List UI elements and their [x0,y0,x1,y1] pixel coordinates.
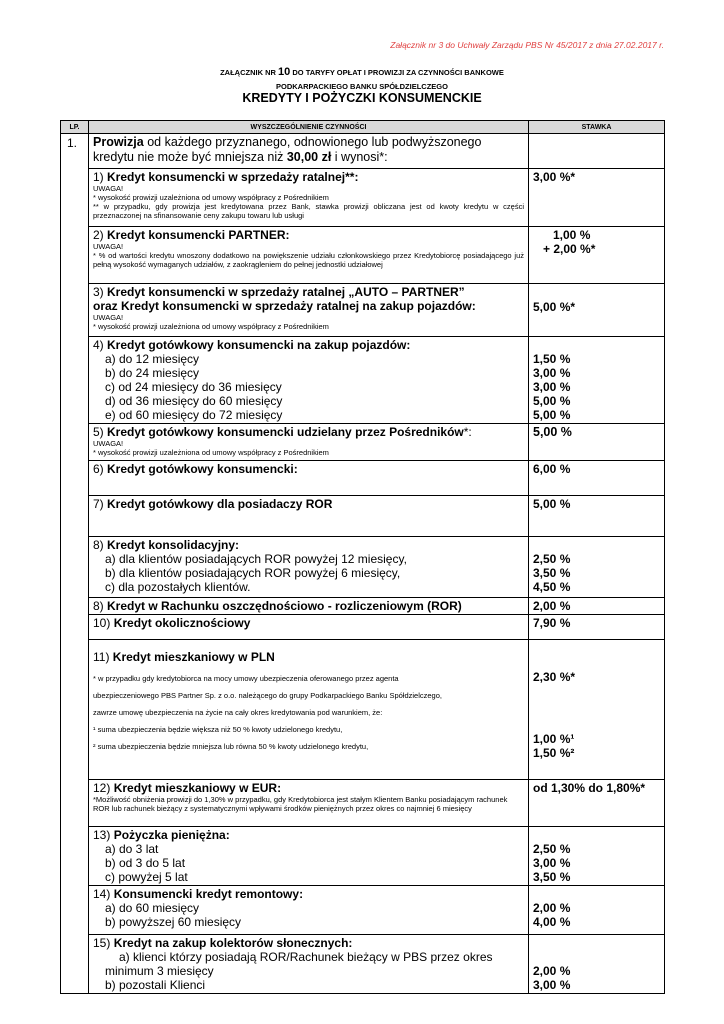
item-15 [89,935,529,994]
item-num: 5) [93,425,108,439]
item-15-rates [529,935,665,994]
item-num: 14) [93,887,114,901]
item-6 [89,461,529,496]
table-row [61,496,665,537]
page-title: KREDYTY I POŻYCZKI KONSUMENCKIE [242,91,482,105]
item-13-rates [529,827,665,886]
header-suffix: DO TARYFY OPŁAT I PROWIZJI ZA CZYNNOŚCI BANKOWE [292,68,504,77]
intro-end: i wynosi*: [331,150,388,164]
item-6-rate: 6,00 % [529,461,665,496]
item-5-rate: 5,00 % [529,424,665,461]
item-5 [89,424,529,461]
item-note: * % od wartości kredytu wnoszony dodatkowo na powiększenie udziału członkowskiego przez Kredytobiorcę posiadającego już pełną wysokość wymaganych udziałów, z zaokrągleniem do pełnej jednostki udziałowej [93,251,524,269]
item-1 [89,169,529,227]
col-header-rate: STAWKA [529,121,665,134]
item-num: 6) [93,462,108,476]
item-12 [89,780,529,827]
item-title: Kredyt konsumencki w sprzedaży ratalnej „AUTO – PARTNER” [107,285,465,299]
rate-line: + 2,00 %* [543,242,596,256]
item-11 [89,640,529,780]
item-8-ror [89,598,529,615]
col-header-desc: WYSZCZEGÓLNIENIE CZYNNOŚCI [89,121,529,134]
table-row [61,424,665,461]
item-num: 10) [93,616,114,630]
rate-line: 2,30 %* [533,670,576,684]
table-row [61,461,665,496]
item-note: UWAGA! [93,439,124,448]
list-item: a) dla klientów posiadających ROR powyżej 12 miesięcy, [105,552,407,566]
rate-line: 3,00 % [533,856,571,870]
list-item: a) klienci którzy posiadają ROR/Rachunek bieżący w PBS przez okres [119,950,493,964]
item-title: Kredyt okolicznościowy [113,616,251,630]
header-line-1 [0,66,724,78]
item-title: Kredyt gotówkowy dla posiadaczy ROR [107,497,333,511]
item-14 [89,886,529,935]
table-row [61,537,665,598]
item-11-rates [529,640,665,780]
item-13 [89,827,529,886]
item-title: Kredyt mieszkaniowy w PLN [112,650,275,664]
item-note: UWAGA! [93,313,124,322]
rate-line: 3,00 % [533,978,571,992]
item-8-rates [529,537,665,598]
rate-line: 3,00 % [533,366,571,380]
rate-line: 2,00 % [533,964,571,978]
rate-line: 3,50 % [533,870,571,884]
item-8 [89,537,529,598]
rate-line: 3,00 % [533,380,571,394]
rate-line: 2,50 % [533,842,571,856]
header-line-2: PODKARPACKIEGO BANKU SPÓŁDZIELCZEGO [276,82,448,91]
list-item: b) pozostali Klienci [105,978,206,992]
item-num: 3) [93,285,108,299]
item-title: Kredyt w Rachunku oszczędnościowo - rozliczeniowym (ROR) [107,599,462,613]
item-1-rate: 3,00 %* [529,169,665,227]
intro-min: 30,00 zł [286,150,332,164]
rate-line: 4,50 % [533,580,571,594]
item-title: Kredyt gotówkowy konsumencki na zakup pojazdów: [107,338,411,352]
item-note: UWAGA! [93,242,124,251]
list-item: b) powyższej 60 miesięcy [105,915,242,929]
intro-bold: Prowizja [93,135,144,149]
item-note: * wysokość prowizji uzależniona od umowy współpracy z Pośrednikiem [93,322,329,331]
rate-line: 5,00 % [533,394,571,408]
list-item: minimum 3 miesięcy [105,964,214,978]
item-7 [89,496,529,537]
item-note: UWAGA! [93,184,124,193]
item-2-rate [529,227,665,284]
item-7-rate: 5,00 % [529,496,665,537]
rate-line: 4,00 % [533,915,571,929]
item-title: Konsumencki kredyt remontowy: [113,887,304,901]
list-item: b) dla klientów posiadających ROR powyżej 6 miesięcy, [105,566,401,580]
attachment-annotation: Załącznik nr 3 do Uchwały Zarządu PBS Nr 45/2017 z dnia 27.02.2017 r. [390,40,664,50]
row-lp: 1. [61,134,89,994]
item-note: ubezpieczeniowego PBS Partner Sp. z o.o. należącego do grupy Podkarpackiego Banku Spółdzielczego, [93,691,442,700]
list-item: c) od 24 miesięcy do 36 miesięcy [105,380,282,394]
item-12-rate: od 1,30% do 1,80%* [529,780,665,827]
table-row [61,337,665,424]
item-num: 15) [93,936,114,950]
item-num: 1) [93,170,108,184]
item-title: Pożyczka pieniężna: [113,828,230,842]
list-item: e) od 60 miesięcy do 72 miesięcy [105,408,283,422]
table-row [61,935,665,994]
item-num: 4) [93,338,108,352]
table-row [61,640,665,780]
fees-table [60,120,665,994]
header-prefix: ZAŁĄCZNIK NR [220,68,276,77]
table-row [61,598,665,615]
item-num: 11) [93,650,113,664]
table-row [61,780,665,827]
item-title-cont: oraz Kredyt konsumencki w sprzedaży ratalnej na zakup pojazdów: [93,299,476,313]
item-note: zawrze umowę ubezpieczenia na życie na cały okres kredytowania pod warunkiem, że: [93,708,383,717]
rate-line: 1,50 % [533,352,571,366]
item-title: Kredyt gotówkowy konsumencki: [107,462,298,476]
item-title: Kredyt gotówkowy konsumencki udzielany przez Pośredników [107,425,464,439]
rate-line: 1,00 %¹ [533,732,575,746]
rate-line: 2,50 % [533,552,571,566]
header-number: 10 [278,66,291,78]
rate-line: 5,00 % [533,408,571,422]
item-note: ** w przypadku, gdy prowizja jest kredytowana przez Bank, stawka prowizji obliczana jest od kwoty kredytu w części przeznaczonej na sfinansowanie ceny zakupu towaru lub usługi [93,202,524,220]
item-title: Kredyt mieszkaniowy w EUR: [113,781,282,795]
item-note: * w przypadku gdy kredytobiorca na mocy umowy ubezpieczenia oferowanego przez agenta [93,674,399,683]
table-row [61,615,665,640]
item-num: 7) [93,497,108,511]
list-item: b) od 3 do 5 lat [105,856,186,870]
item-note: * wysokość prowizji uzależniona od umowy współpracy z Pośrednikiem [93,193,329,202]
table-row [61,827,665,886]
col-header-lp: LP. [61,121,89,134]
item-title: Kredyt konsolidacyjny: [107,538,240,552]
item-note: ¹ suma ubezpieczenia będzie większa niż 50 % kwoty udzielonego kredytu, [93,725,343,734]
item-title-end: *: [463,425,472,439]
rate-line: 1,50 %² [533,746,575,760]
item-10-rate: 7,90 % [529,615,665,640]
item-3 [89,284,529,337]
item-num: 8) [93,599,108,613]
table-row [61,169,665,227]
rate-line: 1,00 % [553,228,591,242]
item-2 [89,227,529,284]
item-14-rates [529,886,665,935]
item-4-rates [529,337,665,424]
item-note: ² suma ubezpieczenia będzie mniejsza lub równa 50 % kwoty udzielonego kredytu, [93,742,369,751]
item-note: *Możliwość obniżenia prowizji do 1,30% w przypadku, gdy Kredytobiorca jest stałym Klientem Banku posiadającym rachunek ROR lub rachunek bieżący z systematycznymi wpływami środków pieniężnych przez okres co najmniej 6 miesięcy [93,795,508,813]
item-10 [89,615,529,640]
item-num: 2) [93,228,108,242]
intro-text: od każdego przyznanego, odnowionego lub podwyższonego kredytu nie może być mniejsza niż [93,135,482,164]
item-title: Kredyt konsumencki PARTNER: [107,228,290,242]
intro-cell [89,134,529,169]
list-item: d) od 36 miesięcy do 60 miesięcy [105,394,283,408]
list-item: c) dla pozostałych klientów. [105,580,251,594]
list-item: c) powyżej 5 lat [105,870,188,884]
table-row [61,134,665,169]
item-title: Kredyt konsumencki w sprzedaży ratalnej**: [107,170,359,184]
list-item: b) do 24 miesięcy [105,366,200,380]
rate-line: 2,00 % [533,901,571,915]
table-row [61,227,665,284]
item-title: Kredyt na zakup kolektorów słonecznych: [113,936,353,950]
list-item: a) do 12 miesięcy [105,352,200,366]
item-num: 8) [93,538,108,552]
rate-line: 3,50 % [533,566,571,580]
item-note: * wysokość prowizji uzależniona od umowy współpracy z Pośrednikiem [93,448,329,457]
item-3-rate: 5,00 %* [529,284,665,337]
item-4 [89,337,529,424]
item-num: 12) [93,781,114,795]
item-8-ror-rate: 2,00 % [529,598,665,615]
table-row [61,886,665,935]
list-item: a) do 60 miesięcy [105,901,200,915]
table-row [61,284,665,337]
list-item: a) do 3 lat [105,842,159,856]
table-header-row [61,121,665,134]
intro-rate [529,134,665,169]
item-num: 13) [93,828,114,842]
